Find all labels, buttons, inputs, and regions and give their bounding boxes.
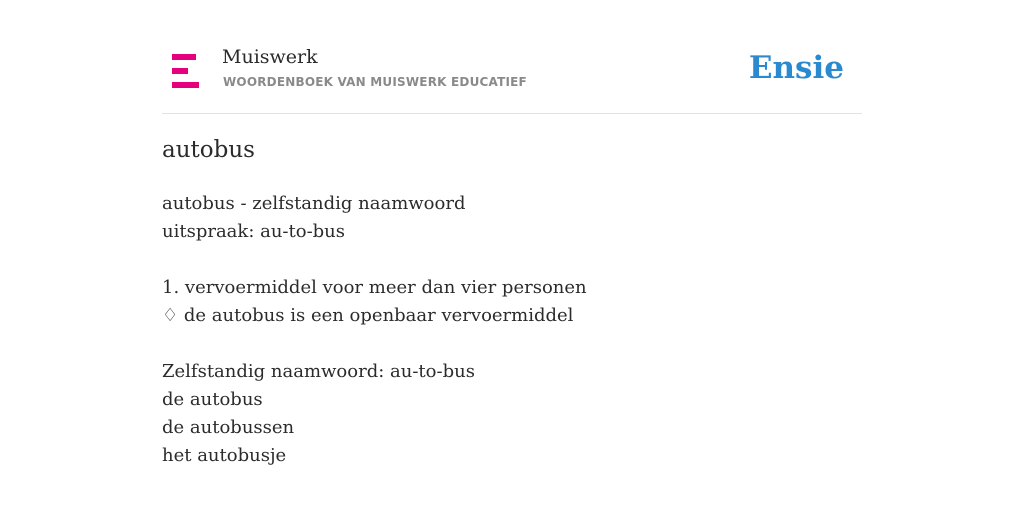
entry-line-definition: 1. vervoermiddel voor meer dan vier personen [162,277,587,298]
entry-line-pronunciation: uitspraak: au-to-bus [162,221,346,242]
brand-name[interactable]: Muiswerk [222,46,318,68]
ensie-logo[interactable]: Ensie [748,50,844,86]
entry-title: autobus [162,137,255,163]
site-header [162,40,862,114]
entry-line-plural: de autobussen [162,417,295,438]
entry-line-diminutive: het autobusje [162,445,287,466]
entry-line-singular: de autobus [162,389,263,410]
entry-line-word-class: autobus - zelfstandig naamwoord [162,193,466,214]
logo-bar-middle [172,68,188,74]
entry-line-grammar-heading: Zelfstandig naamwoord: au-to-bus [162,361,475,382]
entry-line-example: ♢ de autobus is een openbaar vervoermiddel [162,305,574,326]
brand-subtitle: WOORDENBOEK VAN MUISWERK EDUCATIEF [223,75,527,89]
logo-bar-bottom [172,82,199,88]
muiswerk-logo-icon[interactable] [172,54,200,88]
entry-definition [162,190,587,470]
logo-bar-top [172,54,196,60]
entry-line-spacer [162,330,587,358]
entry-line-spacer [162,246,587,274]
